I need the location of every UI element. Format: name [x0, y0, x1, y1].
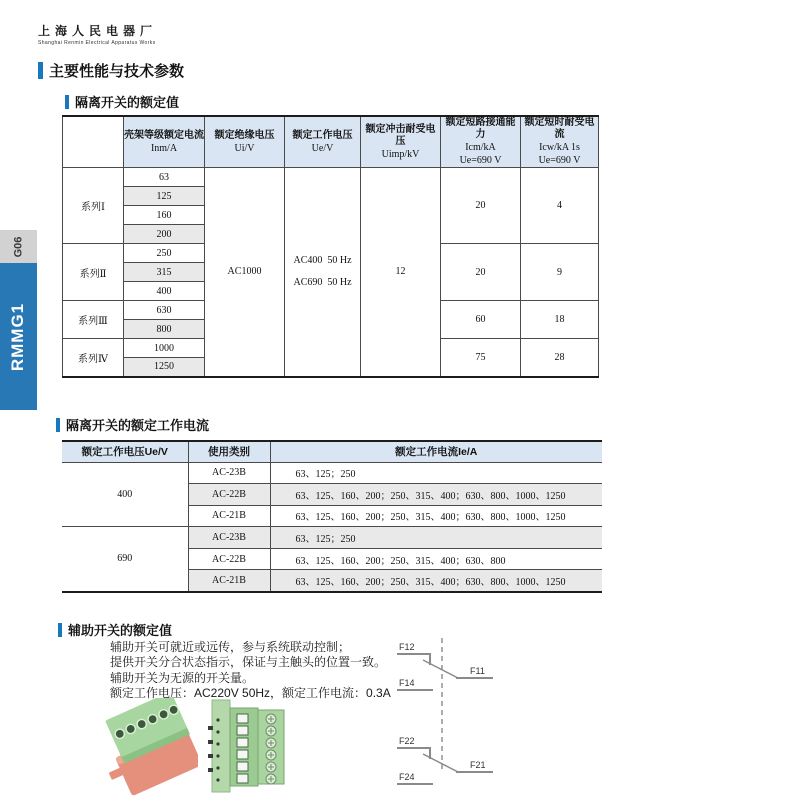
category-cell: AC-23B	[188, 527, 270, 549]
terminal-label: F11	[470, 666, 485, 676]
col-header-ue: 额定工作电压Ue/V	[62, 441, 188, 462]
icm-cell: 60	[441, 301, 521, 339]
terminal-label: F21	[470, 760, 486, 770]
current-cell: 250	[124, 244, 205, 263]
col-header-insulation-voltage: 额定绝缘电压 Ui/V	[205, 116, 285, 168]
currents-cell: 63、125；250	[270, 527, 602, 549]
category-cell: AC-22B	[188, 548, 270, 570]
blue-bar-icon	[38, 62, 43, 79]
aux-switch-photo-front	[200, 692, 292, 799]
ratings-table	[62, 115, 599, 378]
category-cell: AC-22B	[188, 484, 270, 506]
aux-line: 额定工作电压：AC220V 50Hz，额定工作电流：0.3A	[110, 685, 391, 700]
contact-terminal-line	[397, 654, 430, 665]
company-logo	[38, 22, 157, 46]
blue-bar-icon	[58, 623, 62, 637]
ratings-table-header-row	[63, 116, 599, 168]
model-tab	[0, 263, 37, 410]
category-cell: AC-21B	[188, 505, 270, 527]
ui-cell: AC1000	[205, 168, 285, 377]
currents-cell: 63、125、160、200；250、315、400；630、800	[270, 548, 602, 570]
voltage-cell: 400	[62, 462, 188, 527]
section-title-aux-switch: 辅助开关的额定值	[58, 620, 172, 639]
series-cell: 系列Ⅳ	[63, 339, 124, 377]
col-header-working-voltage: 额定工作电压 Ue/V	[285, 116, 361, 168]
icw-cell: 4	[521, 168, 599, 244]
icw-cell: 9	[521, 244, 599, 301]
aux-switch-photo-side	[98, 698, 198, 800]
pcb-board	[212, 700, 230, 792]
corner-cell	[63, 116, 124, 168]
terminal-label: F14	[399, 678, 415, 688]
col-header-withstand-current: 额定短时耐受电流 Icw/kA 1s Ue=690 V	[521, 116, 599, 168]
working-current-header-row	[62, 441, 602, 462]
section-title-working-current: 隔离开关的额定工作电流	[56, 415, 209, 434]
icm-cell: 20	[441, 244, 521, 301]
voltage-cell: 690	[62, 527, 188, 592]
current-cell: 125	[124, 187, 205, 206]
terminal-label: F22	[399, 736, 415, 746]
model-label: RMMG1	[8, 302, 28, 371]
page-index-label: G06	[12, 236, 25, 257]
uimp-cell: 12	[361, 168, 441, 377]
currents-cell: 63、125；250	[270, 462, 602, 484]
current-cell: 315	[124, 263, 205, 282]
table-row	[62, 462, 602, 484]
aux-line: 提供开关分合状态指示，保证与主触头的位置一致。	[110, 655, 387, 670]
current-cell: 1250	[124, 358, 205, 377]
aux-line: 辅助开关可就近或远传，参与系统联动控制；	[110, 640, 351, 654]
contact-blade	[423, 754, 458, 772]
series-cell: 系列Ⅱ	[63, 244, 124, 301]
category-cell: AC-23B	[188, 462, 270, 484]
current-cell: 400	[124, 282, 205, 301]
aux-line: 辅助开关为无源的开关量。	[110, 670, 255, 685]
terminal-label: F24	[399, 772, 415, 782]
currents-cell: 63、125、160、200；250、315、400；630、800、1000、1250	[270, 570, 602, 592]
series-cell: 系列Ⅰ	[63, 168, 124, 244]
aux-contact-diagram	[385, 612, 540, 800]
current-cell: 63	[124, 168, 205, 187]
current-cell: 1000	[124, 339, 205, 358]
terminal-label: F12	[399, 642, 415, 652]
icw-cell: 18	[521, 301, 599, 339]
current-cell: 160	[124, 206, 205, 225]
contact-blade	[423, 660, 458, 678]
icm-cell: 75	[441, 339, 521, 377]
col-header-category: 使用类别	[188, 441, 270, 462]
contact-terminal-line	[397, 748, 430, 759]
blue-bar-icon	[56, 418, 60, 432]
icw-cell: 28	[521, 339, 599, 377]
page-index-tab	[0, 230, 37, 263]
col-header-ie: 额定工作电流Ie/A	[270, 441, 602, 462]
working-current-table	[62, 440, 602, 593]
current-cell: 800	[124, 320, 205, 339]
category-cell: AC-21B	[188, 570, 270, 592]
ue-cell: AC400 50 Hz AC690 50 Hz	[285, 168, 361, 377]
icm-cell: 20	[441, 168, 521, 244]
company-name-english: Shanghai Renmin Electrical Apparatus Works	[38, 40, 156, 46]
col-header-making-capacity: 额定短路接通能力 Icm/kA Ue=690 V	[441, 116, 521, 168]
currents-cell: 63、125、160、200；250、315、400；630、800、1000、1250	[270, 484, 602, 506]
blue-bar-icon	[65, 95, 69, 109]
company-name: 上海人民电器厂	[38, 24, 158, 38]
col-header-frame-current: 壳架等级额定电流 Inm/A	[124, 116, 205, 168]
table-row	[62, 527, 602, 549]
current-cell: 200	[124, 225, 205, 244]
section-title-ratings: 隔离开关的额定值	[65, 92, 179, 111]
series-cell: 系列Ⅲ	[63, 301, 124, 339]
currents-cell: 63、125、160、200；250、315、400；630、800、1000、1250	[270, 505, 602, 527]
col-header-impulse-voltage: 额定冲击耐受电压 Uimp/kV	[361, 116, 441, 168]
current-cell: 630	[124, 301, 205, 320]
section-title-main: 主要性能与技术参数	[38, 60, 184, 81]
table-row	[63, 168, 599, 187]
